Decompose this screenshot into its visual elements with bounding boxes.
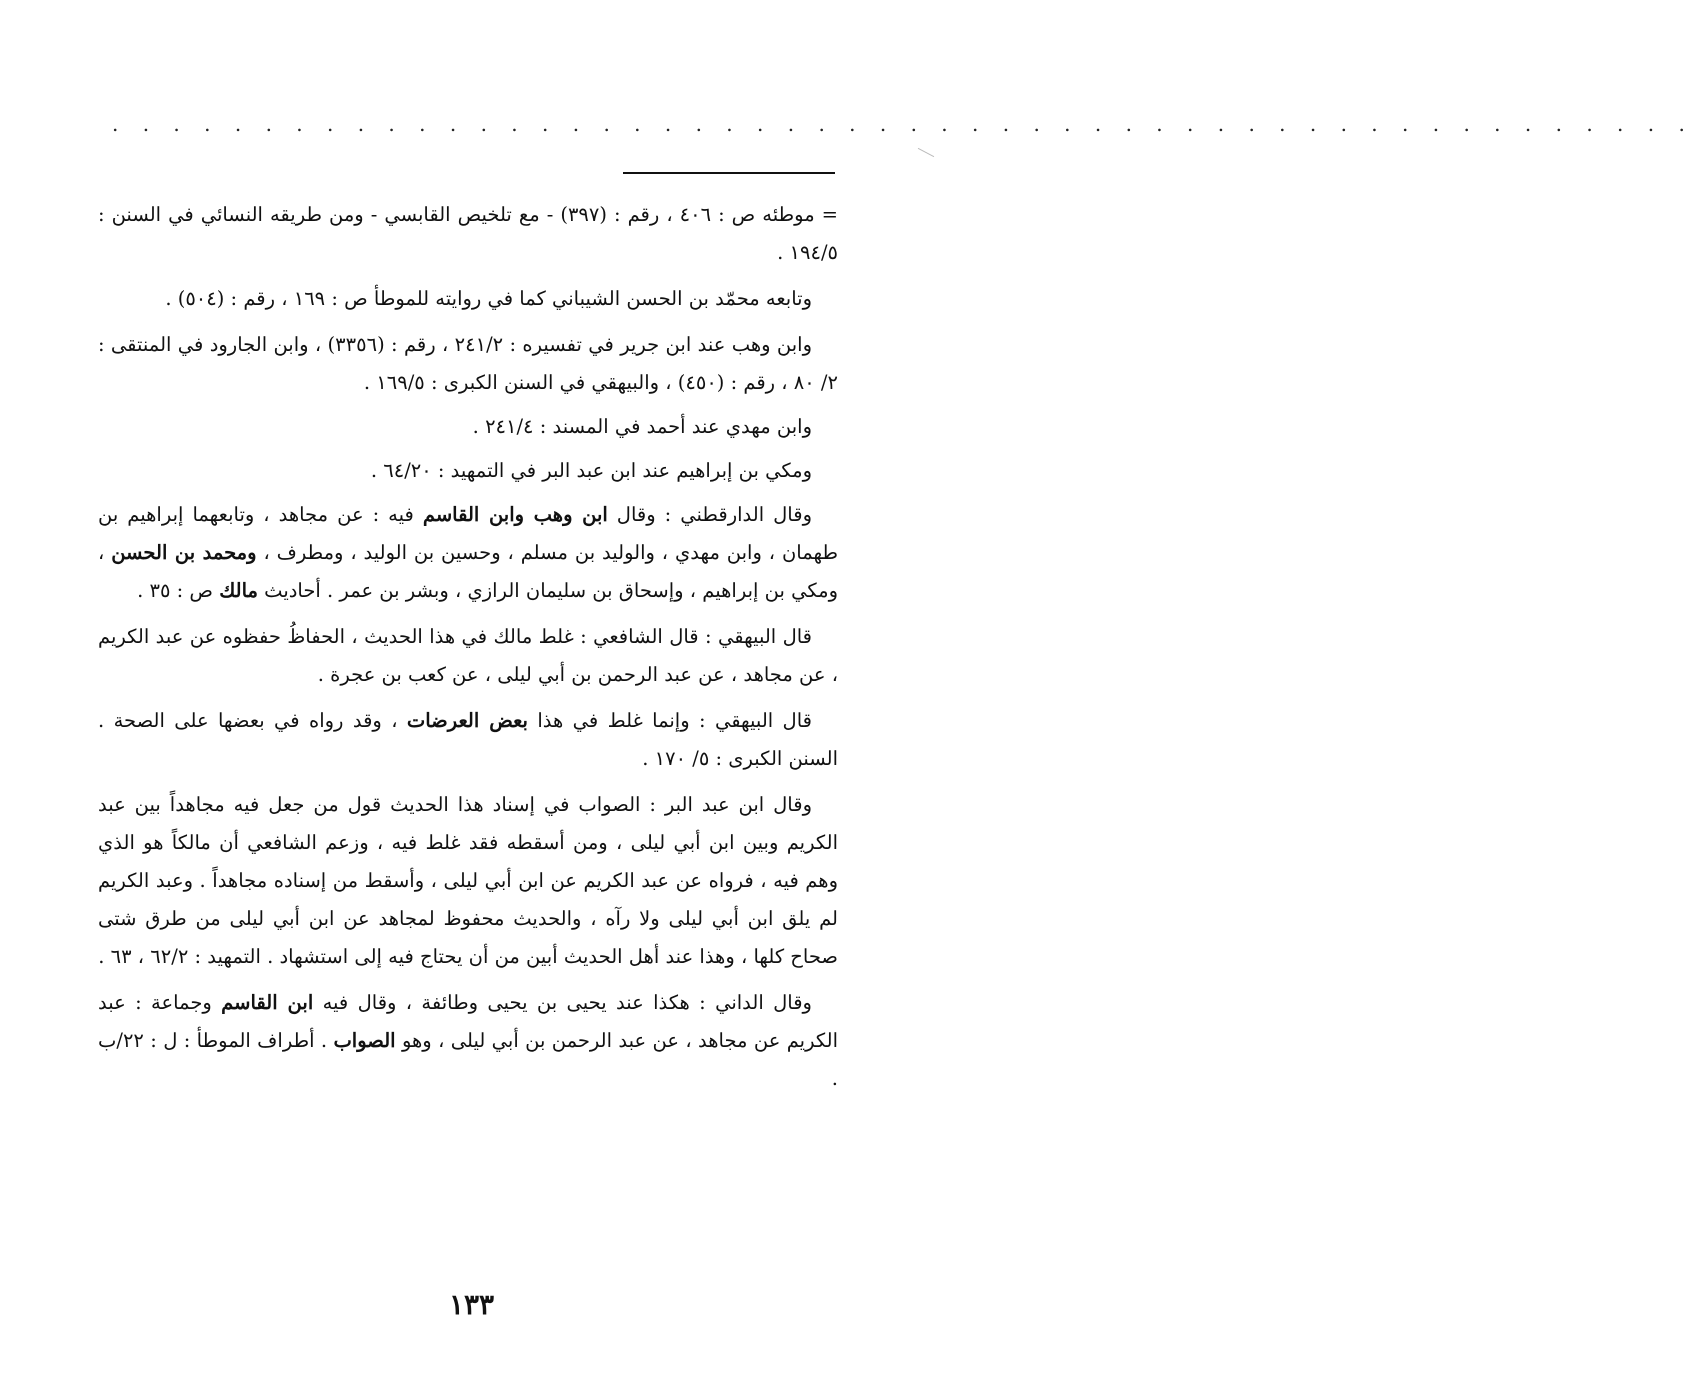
bold-phrase: الصواب — [333, 1029, 396, 1052]
margin-mark — [918, 148, 934, 157]
paragraph-text: وجماعة : عبد الكريم عن مجاهد ، عن عبد الرحمن بن أبي ليلى ، وهو — [98, 991, 838, 1052]
paragraph-text: وتابعه محمّد بن الحسن الشيباني كما في روايته للموطأ ص : ١٦٩ ، رقم : (٥٠٤) . — [165, 287, 812, 310]
paragraph-text: وابن وهب عند ابن جرير في تفسيره : ٢٤١/٢ ، رقم : (٣٣٥٦) ، وابن الجارود في المنتقى : ٢/ ٨٠ ، رقم : (٤٥٠) ، والبيهقي في السنن الكبرى : ١٦٩/٥ . — [98, 333, 838, 394]
paragraph-text: قال البيهقي : قال الشافعي : غلط مالك في هذا الحديث ، الحفاظُ حفظوه عن عبد الكريم ، عن مجاهد ، عن عبد الرحمن بن أبي ليلى ، عن كعب بن عجرة . — [98, 625, 838, 686]
paragraph-ibn-mahdi — [98, 408, 838, 446]
footnote-separator-rule — [623, 172, 835, 174]
paragraph-text: قال البيهقي : وإنما غلط في هذا — [527, 709, 812, 732]
page-number: ١٣٣ — [448, 1288, 495, 1321]
paragraph-shaybani — [98, 280, 838, 318]
paragraph-text: وقال الدارقطني : وقال — [607, 503, 812, 526]
paragraph-text: وقال ابن عبد البر : الصواب في إسناد هذا الحديث قول من جعل فيه مجاهداً بين عبد الكريم وبين ابن أبي ليلى ، ومن أسقطه فقد غلط فيه ، وزعم الشافعي أن مالكاً هو الذي وهم فيه ، فرواه عن عبد الكريم عن ابن أبي ليلى ، وأسقط من إسناده مجاهداً . وعبد الكريم لم يلق ابن أبي ليلى ولا رآه ، والحديث محفوظ لمجاهد عن ابن أبي ليلى من طرق شتى صحاح كلها ، وهذا عند أهل الحديث أبين من أن يحتاج فيه إلى استشهاد . التمهيد : ٦٢/٢ ، ٦٣ . — [98, 793, 838, 968]
paragraph-makki — [98, 452, 838, 490]
bold-phrase: بعض العرضات — [406, 709, 528, 732]
paragraph-text: وقال الداني : هكذا عند يحيى بن يحيى وطائفة ، وقال فيه — [313, 991, 812, 1014]
paragraph-dani — [98, 984, 838, 1098]
paragraph-text: ومكي بن إبراهيم عند ابن عبد البر في التمهيد : ٦٤/٢٠ . — [370, 459, 812, 482]
paragraph-text: ، وقد رواه في بعضها على الصحة . السنن الكبرى : ٥/ ١٧٠ . — [98, 709, 838, 770]
page-body — [98, 196, 838, 1106]
paragraph-text: ، ومكي بن إبراهيم ، وإسحاق بن سليمان الرازي ، وبشر بن عمر . أحاديث — [98, 541, 838, 602]
bold-phrase: ابن القاسم — [221, 991, 314, 1014]
paragraph-text: وابن مهدي عند أحمد في المسند : ٢٤١/٤ . — [472, 415, 812, 438]
paragraph-ibn-abd-al-barr — [98, 786, 838, 976]
paragraph-daraqutni — [98, 496, 838, 610]
paragraph-text: فيه : عن مجاهد ، وتابعهما إبراهيم بن طهمان ، وابن مهدي ، والوليد بن مسلم ، وحسين بن الوليد ، ومطرف ، — [98, 503, 838, 564]
paragraph-muwatta-ref — [98, 196, 838, 272]
bold-phrase: مالك — [219, 579, 258, 602]
paragraph-text: . أطراف الموطأ : ل : ٢٢/ب . — [98, 1029, 838, 1090]
paragraph-text: = موطئه ص : ٤٠٦ ، رقم : (٣٩٧) - مع تلخيص القابسي - ومن طريقه النسائي في السنن : ١٩٤/٥ . — [98, 203, 839, 264]
paragraph-bayhaqi-shafii — [98, 618, 838, 694]
paragraph-bayhaqi-ardat — [98, 702, 838, 778]
header-dotted-rule: . . . . . . . . . . . . . . . . . . . . . . . . . . . . . . . . . . . . . . . . . . . . . . . . . . . . — [112, 112, 1694, 136]
bold-phrase: ومحمد بن الحسن — [111, 541, 257, 564]
bold-phrase: ابن وهب وابن القاسم — [422, 503, 608, 526]
paragraph-text: ص : ٣٥ . — [137, 579, 220, 602]
paragraph-ibn-wahb — [98, 326, 838, 402]
